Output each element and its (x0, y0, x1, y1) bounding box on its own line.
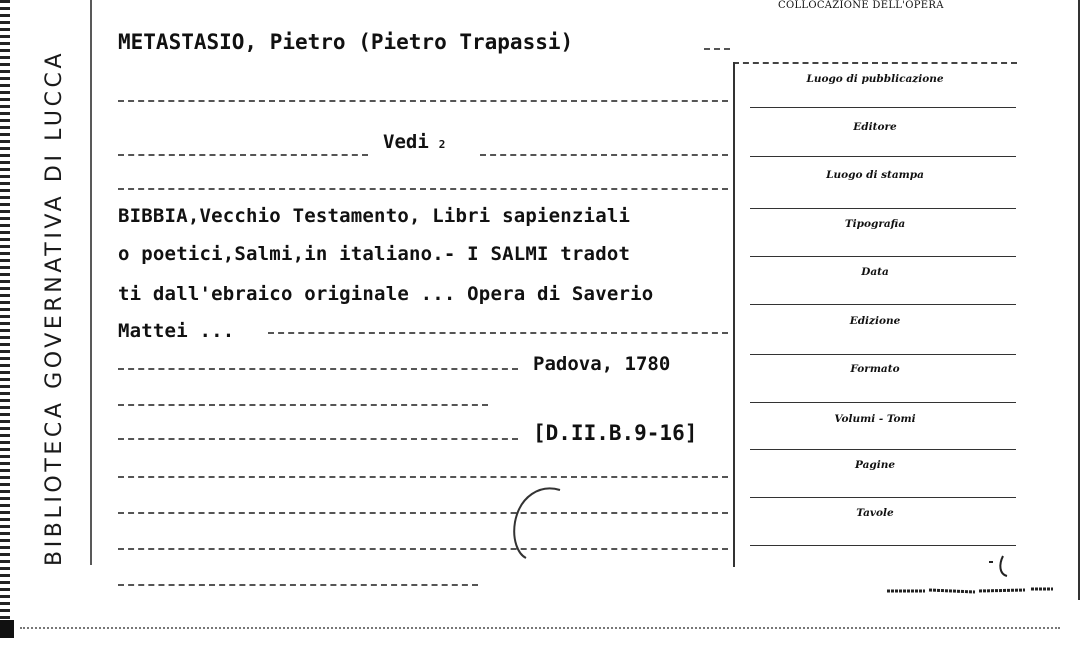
ruled-line (704, 48, 730, 50)
entry-line-1: BIBBIA,Vecchio Testamento, Libri sapienziali (118, 205, 631, 227)
ruled-line (480, 154, 728, 156)
card-right-edge (1078, 0, 1086, 600)
field-pages: Pagine (854, 459, 896, 471)
ruled-line (268, 332, 728, 334)
ruled-line (118, 154, 368, 156)
ruled-line (118, 100, 728, 102)
field-place-of-publication: Luogo di pubblicazione (806, 73, 944, 85)
ruled-line (118, 548, 728, 550)
field-line (750, 497, 1016, 498)
card-bottom-edge (20, 627, 1060, 629)
library-name: BIBLIOTECA GOVERNATIVA DI LUCCA (42, 49, 67, 566)
ruled-line (118, 188, 728, 190)
see-reference (383, 131, 445, 153)
field-line (750, 156, 1016, 157)
handwritten-mark (500, 482, 570, 562)
margin-rule (90, 0, 92, 565)
entry-line-3: ti dall'ebraico originale ... Opera di Saverio (118, 283, 654, 305)
field-line (750, 449, 1016, 450)
field-date: Data (861, 266, 889, 278)
author-heading: METASTASIO, Pietro (Pietro Trapassi) (118, 30, 574, 54)
field-format: Formato (850, 363, 900, 375)
see-number: 2 (438, 138, 446, 151)
field-line (750, 402, 1016, 403)
field-edition: Edizione (849, 315, 901, 327)
ruled-line (118, 584, 478, 586)
entry-line-4: Mattei ... (118, 320, 235, 342)
entry-line-2: o poetici,Salmi,in italiano.- I SALMI tradot (118, 243, 631, 265)
field-line (750, 208, 1016, 209)
field-publisher: Editore (853, 121, 897, 133)
field-line (750, 256, 1016, 257)
field-line (750, 107, 1016, 108)
shelfmark: [D.II.B.9-16] (533, 421, 698, 445)
ruled-line (118, 404, 488, 406)
ruled-line (118, 476, 728, 478)
field-line (750, 354, 1016, 355)
printer-stamp (885, 583, 1055, 597)
field-plates: Tavole (856, 507, 894, 519)
card-corner-mark (0, 620, 14, 638)
place-and-date: Padova, 1780 (533, 353, 671, 375)
card-left-edge (0, 0, 10, 620)
ruled-line (118, 368, 518, 370)
field-place-of-printing: Luogo di stampa (826, 169, 924, 181)
ruled-line (118, 512, 728, 514)
field-printer: Tipografia (844, 218, 906, 230)
ruled-line (118, 438, 518, 440)
field-volumes: Volumi - Tomi (834, 413, 916, 425)
field-line (750, 545, 1016, 546)
field-line (750, 304, 1016, 305)
form-heading: COLLOCAZIONE DELL'OPERA (778, 0, 944, 11)
see-label: Vedi (383, 131, 429, 153)
